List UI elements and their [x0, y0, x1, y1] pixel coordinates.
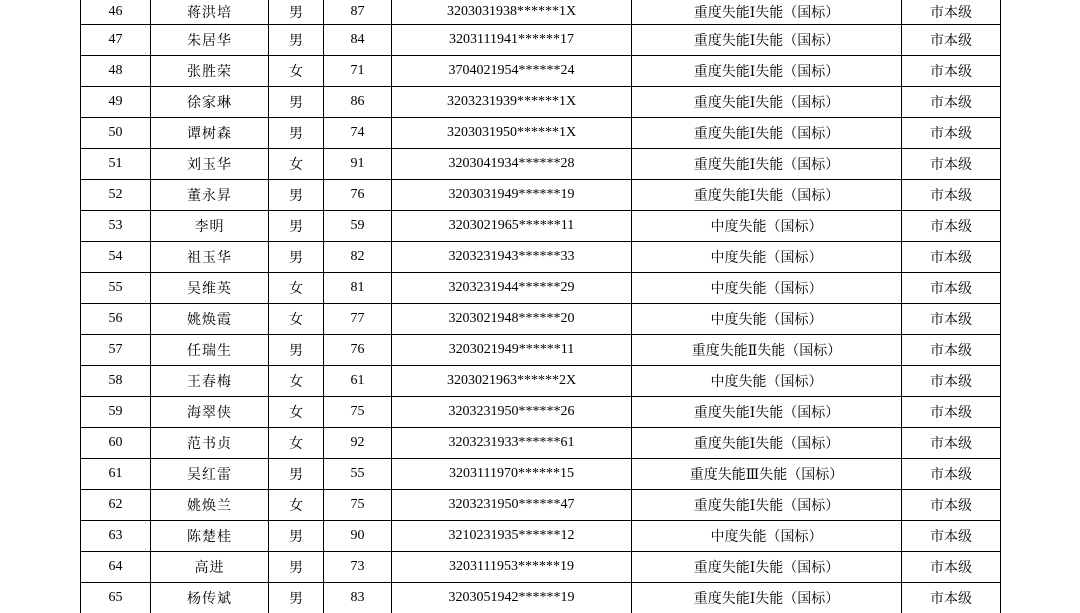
- table-row: [81, 583, 1001, 613]
- cell-index: 47: [81, 25, 151, 56]
- cell-sex: 男: [269, 25, 324, 56]
- cell-disability-level: 重度失能Ⅰ失能（国标）: [632, 0, 902, 25]
- cell-index: 51: [81, 149, 151, 180]
- cell-id-number: 3203231943******33: [392, 242, 632, 273]
- cell-organization: 市本级: [902, 118, 1001, 149]
- table-row: [81, 242, 1001, 273]
- cell-index: 65: [81, 583, 151, 613]
- table-row: [81, 118, 1001, 149]
- table-row: [81, 490, 1001, 521]
- cell-index: 53: [81, 211, 151, 242]
- cell-disability-level: 中度失能（国标）: [632, 211, 902, 242]
- cell-sex: 男: [269, 459, 324, 490]
- disability-roster-table: [80, 0, 1001, 613]
- table-row: [81, 0, 1001, 25]
- cell-name: 姚焕霞: [151, 304, 269, 335]
- cell-age: 71: [324, 56, 392, 87]
- cell-name: 任瑞生: [151, 335, 269, 366]
- cell-disability-level: 中度失能（国标）: [632, 304, 902, 335]
- table-row: [81, 335, 1001, 366]
- cell-index: 54: [81, 242, 151, 273]
- cell-id-number: 3203231950******47: [392, 490, 632, 521]
- cell-id-number: 3203031938******1X: [392, 0, 632, 25]
- cell-age: 77: [324, 304, 392, 335]
- cell-organization: 市本级: [902, 428, 1001, 459]
- cell-index: 52: [81, 180, 151, 211]
- cell-id-number: 3203111970******15: [392, 459, 632, 490]
- cell-name: 刘玉华: [151, 149, 269, 180]
- cell-age: 73: [324, 552, 392, 583]
- cell-age: 92: [324, 428, 392, 459]
- cell-index: 55: [81, 273, 151, 304]
- cell-name: 吴红雷: [151, 459, 269, 490]
- cell-disability-level: 中度失能（国标）: [632, 242, 902, 273]
- cell-organization: 市本级: [902, 366, 1001, 397]
- cell-name: 祖玉华: [151, 242, 269, 273]
- cell-disability-level: 中度失能（国标）: [632, 366, 902, 397]
- cell-age: 82: [324, 242, 392, 273]
- cell-organization: 市本级: [902, 583, 1001, 613]
- table-row: [81, 459, 1001, 490]
- cell-sex: 女: [269, 304, 324, 335]
- cell-index: 58: [81, 366, 151, 397]
- cell-disability-level: 重度失能Ⅱ失能（国标）: [632, 335, 902, 366]
- cell-index: 61: [81, 459, 151, 490]
- table-row: [81, 87, 1001, 118]
- cell-organization: 市本级: [902, 87, 1001, 118]
- cell-sex: 男: [269, 521, 324, 552]
- cell-name: 杨传斌: [151, 583, 269, 613]
- cell-organization: 市本级: [902, 56, 1001, 87]
- table-row: [81, 211, 1001, 242]
- cell-id-number: 3203031950******1X: [392, 118, 632, 149]
- cell-age: 55: [324, 459, 392, 490]
- cell-organization: 市本级: [902, 273, 1001, 304]
- cell-id-number: 3203031949******19: [392, 180, 632, 211]
- cell-sex: 女: [269, 56, 324, 87]
- cell-disability-level: 重度失能Ⅰ失能（国标）: [632, 552, 902, 583]
- table-row: [81, 552, 1001, 583]
- cell-age: 84: [324, 25, 392, 56]
- cell-organization: 市本级: [902, 335, 1001, 366]
- cell-sex: 男: [269, 583, 324, 613]
- cell-name: 谭树森: [151, 118, 269, 149]
- cell-sex: 男: [269, 335, 324, 366]
- cell-id-number: 3203021965******11: [392, 211, 632, 242]
- cell-id-number: 3203231944******29: [392, 273, 632, 304]
- cell-disability-level: 重度失能Ⅰ失能（国标）: [632, 428, 902, 459]
- cell-age: 87: [324, 0, 392, 25]
- cell-age: 83: [324, 583, 392, 613]
- cell-name: 董永昇: [151, 180, 269, 211]
- cell-sex: 女: [269, 397, 324, 428]
- cell-name: 王春梅: [151, 366, 269, 397]
- table-row: [81, 180, 1001, 211]
- cell-id-number: 3203231950******26: [392, 397, 632, 428]
- cell-id-number: 3203051942******19: [392, 583, 632, 613]
- cell-disability-level: 重度失能Ⅰ失能（国标）: [632, 490, 902, 521]
- cell-index: 64: [81, 552, 151, 583]
- cell-organization: 市本级: [902, 149, 1001, 180]
- table-row: [81, 428, 1001, 459]
- cell-age: 81: [324, 273, 392, 304]
- cell-age: 91: [324, 149, 392, 180]
- cell-age: 86: [324, 87, 392, 118]
- cell-name: 陈楚桂: [151, 521, 269, 552]
- cell-name: 张胜荣: [151, 56, 269, 87]
- table-row: [81, 397, 1001, 428]
- cell-age: 61: [324, 366, 392, 397]
- cell-disability-level: 重度失能Ⅰ失能（国标）: [632, 56, 902, 87]
- table-row: [81, 56, 1001, 87]
- cell-age: 76: [324, 335, 392, 366]
- table-row: [81, 25, 1001, 56]
- cell-disability-level: 重度失能Ⅰ失能（国标）: [632, 118, 902, 149]
- cell-id-number: 3203111953******19: [392, 552, 632, 583]
- cell-index: 50: [81, 118, 151, 149]
- cell-name: 徐家琳: [151, 87, 269, 118]
- cell-disability-level: 重度失能Ⅲ失能（国标）: [632, 459, 902, 490]
- cell-index: 59: [81, 397, 151, 428]
- cell-disability-level: 中度失能（国标）: [632, 273, 902, 304]
- cell-organization: 市本级: [902, 521, 1001, 552]
- cell-sex: 男: [269, 211, 324, 242]
- table-row: [81, 366, 1001, 397]
- cell-sex: 女: [269, 273, 324, 304]
- cell-name: 李明: [151, 211, 269, 242]
- cell-index: 56: [81, 304, 151, 335]
- cell-name: 蒋洪培: [151, 0, 269, 25]
- cell-index: 63: [81, 521, 151, 552]
- cell-id-number: 3210231935******12: [392, 521, 632, 552]
- cell-sex: 男: [269, 180, 324, 211]
- cell-name: 朱居华: [151, 25, 269, 56]
- cell-name: 吴维英: [151, 273, 269, 304]
- cell-disability-level: 重度失能Ⅰ失能（国标）: [632, 180, 902, 211]
- cell-sex: 男: [269, 242, 324, 273]
- cell-index: 49: [81, 87, 151, 118]
- cell-organization: 市本级: [902, 211, 1001, 242]
- cell-name: 海翠侠: [151, 397, 269, 428]
- cell-disability-level: 重度失能Ⅰ失能（国标）: [632, 397, 902, 428]
- cell-organization: 市本级: [902, 0, 1001, 25]
- table-row: [81, 521, 1001, 552]
- cell-id-number: 3203231939******1X: [392, 87, 632, 118]
- cell-age: 75: [324, 397, 392, 428]
- cell-id-number: 3203041934******28: [392, 149, 632, 180]
- cell-organization: 市本级: [902, 397, 1001, 428]
- table-row: [81, 273, 1001, 304]
- cell-organization: 市本级: [902, 304, 1001, 335]
- cell-organization: 市本级: [902, 459, 1001, 490]
- cell-disability-level: 重度失能Ⅰ失能（国标）: [632, 25, 902, 56]
- cell-age: 75: [324, 490, 392, 521]
- cell-name: 高进: [151, 552, 269, 583]
- table-row: [81, 149, 1001, 180]
- cell-sex: 女: [269, 149, 324, 180]
- cell-age: 74: [324, 118, 392, 149]
- cell-index: 48: [81, 56, 151, 87]
- cell-sex: 男: [269, 552, 324, 583]
- cell-id-number: 3203111941******17: [392, 25, 632, 56]
- cell-organization: 市本级: [902, 490, 1001, 521]
- cell-id-number: 3203021949******11: [392, 335, 632, 366]
- cell-disability-level: 重度失能Ⅰ失能（国标）: [632, 87, 902, 118]
- cell-sex: 男: [269, 87, 324, 118]
- cell-id-number: 3203021963******2X: [392, 366, 632, 397]
- cell-organization: 市本级: [902, 552, 1001, 583]
- cell-age: 76: [324, 180, 392, 211]
- cell-organization: 市本级: [902, 180, 1001, 211]
- cell-index: 57: [81, 335, 151, 366]
- cell-sex: 女: [269, 490, 324, 521]
- cell-sex: 男: [269, 118, 324, 149]
- table-row: [81, 304, 1001, 335]
- cell-index: 46: [81, 0, 151, 25]
- cell-index: 62: [81, 490, 151, 521]
- cell-sex: 女: [269, 366, 324, 397]
- cell-sex: 男: [269, 0, 324, 25]
- cell-name: 姚焕兰: [151, 490, 269, 521]
- cell-organization: 市本级: [902, 25, 1001, 56]
- cell-disability-level: 重度失能Ⅰ失能（国标）: [632, 149, 902, 180]
- cell-organization: 市本级: [902, 242, 1001, 273]
- table-body: [81, 0, 1001, 613]
- cell-id-number: 3704021954******24: [392, 56, 632, 87]
- cell-id-number: 3203231933******61: [392, 428, 632, 459]
- cell-disability-level: 重度失能Ⅰ失能（国标）: [632, 583, 902, 613]
- cell-id-number: 3203021948******20: [392, 304, 632, 335]
- cell-name: 范书贞: [151, 428, 269, 459]
- cell-index: 60: [81, 428, 151, 459]
- cell-sex: 女: [269, 428, 324, 459]
- cell-age: 59: [324, 211, 392, 242]
- cell-age: 90: [324, 521, 392, 552]
- cell-disability-level: 中度失能（国标）: [632, 521, 902, 552]
